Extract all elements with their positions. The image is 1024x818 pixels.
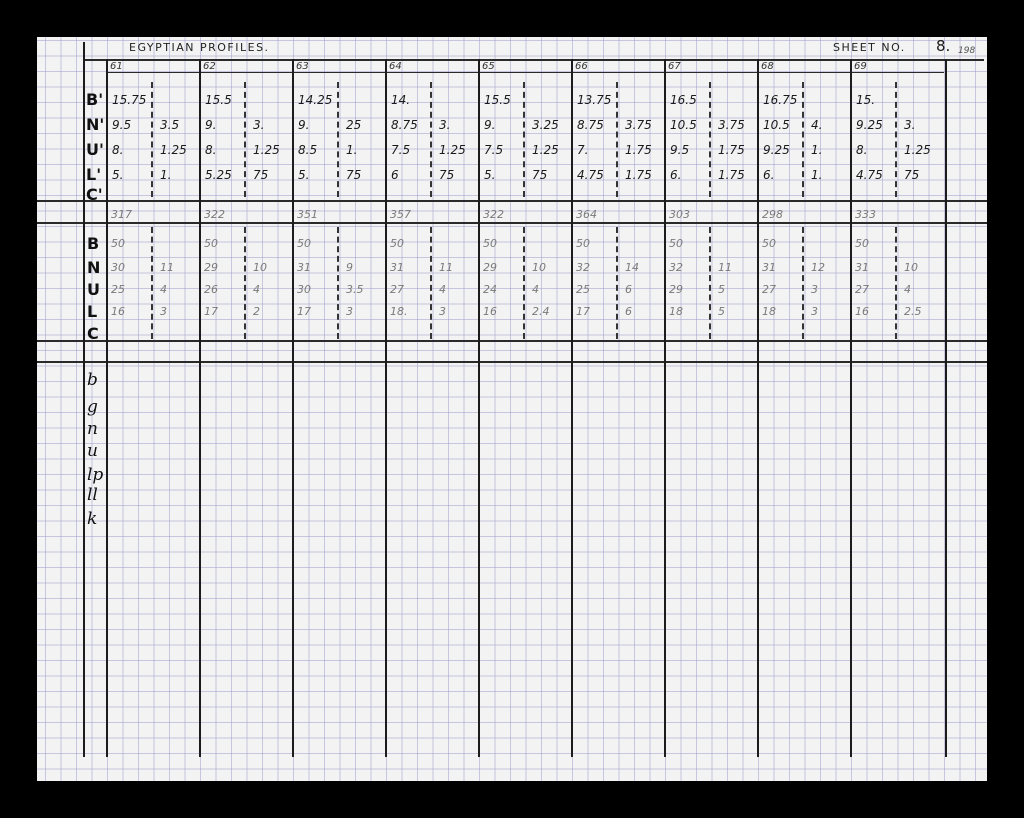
lower-cell: 29 — [483, 261, 497, 274]
lower-cell: 31 — [297, 261, 311, 274]
total-value: 357 — [390, 208, 411, 221]
upper-cell-sub: 1.25 — [904, 143, 931, 157]
lower-cell-sub: 4 — [253, 283, 260, 296]
bottom-block-rule — [37, 361, 987, 363]
upper-cell: 8.75 — [391, 118, 418, 132]
sheet-extra: 198 — [958, 46, 976, 56]
upper-cell-sub: 1. — [811, 168, 823, 182]
column-number: 64 — [389, 61, 402, 72]
upper-cell-sub: 25 — [346, 118, 362, 132]
upper-cell-sub: 1.25 — [439, 143, 466, 157]
upper-cell: 15.5 — [484, 93, 511, 107]
row-label-bottom: n — [87, 419, 98, 439]
lower-cell-sub: 12 — [811, 261, 825, 274]
upper-cell-sub: 3. — [253, 118, 265, 132]
lower-cell-sub: 4 — [904, 283, 911, 296]
lower-cell: 16 — [855, 305, 869, 318]
subcolumn-divider-upper — [337, 82, 339, 197]
lower-cell: 50 — [576, 237, 590, 250]
column-number-rule — [107, 72, 944, 73]
lower-cell: 50 — [483, 237, 497, 250]
sheet-title: EGYPTIAN PROFILES. — [129, 41, 270, 54]
row-label-bottom: g — [87, 397, 98, 417]
lower-cell: 18 — [762, 305, 776, 318]
column-number: 65 — [482, 61, 495, 72]
lower-cell: 50 — [297, 237, 311, 250]
upper-cell: 5.25 — [205, 168, 232, 182]
column-divider — [292, 59, 294, 757]
upper-cell: 8. — [112, 143, 124, 157]
row-label-upper: U' — [86, 140, 104, 159]
upper-cell: 9.5 — [112, 118, 132, 132]
total-value: 333 — [855, 208, 876, 221]
column-divider — [199, 59, 201, 757]
subcolumn-divider-lower — [895, 227, 897, 339]
upper-cell: 10.5 — [763, 118, 790, 132]
column-divider — [478, 59, 480, 757]
lower-cell-sub: 5 — [718, 283, 725, 296]
total-value: 317 — [111, 208, 132, 221]
header-rule — [84, 59, 984, 61]
subcolumn-divider-lower — [523, 227, 525, 339]
upper-cell-sub: 1.75 — [718, 168, 745, 182]
upper-cell: 15. — [856, 93, 876, 107]
lower-cell: 24 — [483, 283, 497, 296]
lower-cell: 32 — [669, 261, 683, 274]
lower-block-rule — [37, 340, 987, 342]
subcolumn-divider-lower — [151, 227, 153, 339]
sheet-number: 8. — [936, 37, 951, 55]
upper-cell-sub: 1.75 — [718, 143, 745, 157]
lower-cell: 50 — [762, 237, 776, 250]
lower-cell: 17 — [576, 305, 590, 318]
lower-cell: 17 — [297, 305, 311, 318]
upper-cell-sub: 3. — [439, 118, 451, 132]
lower-cell: 32 — [576, 261, 590, 274]
lower-cell: 16 — [483, 305, 497, 318]
column-number: 61 — [110, 61, 123, 72]
lower-cell: 50 — [390, 237, 404, 250]
upper-cell: 5. — [112, 168, 124, 182]
row-label-bottom: b — [87, 370, 98, 390]
lower-cell: 17 — [204, 305, 218, 318]
upper-cell-sub: 75 — [346, 168, 362, 182]
row-label-upper: C' — [86, 185, 103, 204]
upper-cell: 6. — [763, 168, 775, 182]
lower-cell-sub: 11 — [718, 261, 732, 274]
upper-cell-sub: 75 — [253, 168, 269, 182]
upper-cell: 6 — [391, 168, 399, 182]
lower-cell: 27 — [855, 283, 869, 296]
lower-cell-sub: 2.4 — [532, 305, 550, 318]
column-number: 66 — [575, 61, 588, 72]
lower-cell-sub: 14 — [625, 261, 639, 274]
upper-cell: 7.5 — [391, 143, 411, 157]
lower-cell: 16 — [111, 305, 125, 318]
column-number: 63 — [296, 61, 309, 72]
upper-cell: 9.25 — [856, 118, 883, 132]
total-value: 351 — [297, 208, 318, 221]
column-divider — [850, 59, 852, 757]
upper-cell: 16.5 — [670, 93, 697, 107]
column-number: 62 — [203, 61, 216, 72]
row-label-bottom: k — [87, 509, 98, 529]
lower-cell-sub: 3 — [160, 305, 167, 318]
total-value: 298 — [762, 208, 783, 221]
upper-cell-sub: 3.5 — [160, 118, 180, 132]
upper-cell: 8. — [205, 143, 217, 157]
lower-cell: 25 — [111, 283, 125, 296]
lower-cell: 27 — [390, 283, 404, 296]
upper-cell: 14. — [391, 93, 411, 107]
column-divider — [664, 59, 666, 757]
upper-block-rule — [37, 200, 987, 202]
lower-cell-sub: 2.5 — [904, 305, 922, 318]
subcolumn-divider-upper — [709, 82, 711, 197]
lower-cell: 50 — [204, 237, 218, 250]
upper-cell: 7. — [577, 143, 589, 157]
upper-cell: 6. — [670, 168, 682, 182]
label-column-line — [106, 59, 108, 757]
subcolumn-divider-lower — [244, 227, 246, 339]
right-border-line — [945, 59, 947, 757]
upper-cell-sub: 3. — [904, 118, 916, 132]
lower-cell-sub: 4 — [532, 283, 539, 296]
lower-cell: 18 — [669, 305, 683, 318]
record-sheet — [37, 37, 987, 781]
upper-cell: 13.75 — [577, 93, 612, 107]
total-value: 322 — [483, 208, 504, 221]
upper-cell: 8.5 — [298, 143, 318, 157]
lower-cell: 29 — [204, 261, 218, 274]
upper-cell-sub: 1. — [811, 143, 823, 157]
subcolumn-divider-upper — [802, 82, 804, 197]
total-value: 303 — [669, 208, 690, 221]
upper-cell: 4.75 — [577, 168, 604, 182]
subcolumn-divider-lower — [337, 227, 339, 339]
lower-cell-sub: 10 — [532, 261, 546, 274]
upper-cell: 5. — [298, 168, 310, 182]
sheet-number-label: SHEET NO. — [833, 41, 906, 54]
upper-cell-sub: 3.75 — [718, 118, 745, 132]
row-label-bottom: ll — [87, 485, 98, 505]
column-divider — [757, 59, 759, 757]
lower-cell-sub: 4 — [439, 283, 446, 296]
row-label-upper: B' — [86, 90, 104, 109]
column-number: 67 — [668, 61, 681, 72]
upper-cell-sub: 1.25 — [160, 143, 187, 157]
subcolumn-divider-lower — [802, 227, 804, 339]
lower-cell: 31 — [762, 261, 776, 274]
totals-rule — [37, 222, 987, 224]
row-label-lower: B — [87, 234, 100, 253]
lower-cell-sub: 3 — [439, 305, 446, 318]
lower-cell: 26 — [204, 283, 218, 296]
row-label-bottom: lp — [87, 465, 104, 485]
subcolumn-divider-upper — [244, 82, 246, 197]
row-label-upper: L' — [86, 165, 102, 184]
lower-cell-sub: 5 — [718, 305, 725, 318]
label-margin-line — [83, 42, 85, 757]
lower-cell-sub: 3 — [811, 283, 818, 296]
lower-cell-sub: 2 — [253, 305, 260, 318]
upper-cell-sub: 1.25 — [253, 143, 280, 157]
upper-cell: 7.5 — [484, 143, 504, 157]
lower-cell: 50 — [669, 237, 683, 250]
column-divider — [385, 59, 387, 757]
upper-cell-sub: 3.25 — [532, 118, 559, 132]
lower-cell: 25 — [576, 283, 590, 296]
lower-cell-sub: 6 — [625, 305, 632, 318]
lower-cell-sub: 10 — [904, 261, 918, 274]
upper-cell-sub: 1.75 — [625, 143, 652, 157]
subcolumn-divider-lower — [709, 227, 711, 339]
column-number: 69 — [854, 61, 867, 72]
lower-cell: 30 — [111, 261, 125, 274]
total-value: 322 — [204, 208, 225, 221]
lower-cell-sub: 3 — [811, 305, 818, 318]
upper-cell: 9. — [205, 118, 217, 132]
row-label-upper: N' — [86, 115, 105, 134]
lower-cell: 50 — [111, 237, 125, 250]
upper-cell: 16.75 — [763, 93, 798, 107]
upper-cell-sub: 1. — [346, 143, 358, 157]
upper-cell-sub: 4. — [811, 118, 823, 132]
subcolumn-divider-upper — [430, 82, 432, 197]
upper-cell-sub: 75 — [532, 168, 548, 182]
row-label-lower: N — [87, 258, 101, 277]
row-label-lower: C — [87, 324, 99, 343]
upper-cell-sub: 75 — [439, 168, 455, 182]
lower-cell: 29 — [669, 283, 683, 296]
upper-cell: 15.5 — [205, 93, 232, 107]
lower-cell-sub: 3.5 — [346, 283, 364, 296]
lower-cell: 27 — [762, 283, 776, 296]
lower-cell: 18. — [390, 305, 408, 318]
lower-cell: 30 — [297, 283, 311, 296]
upper-cell-sub: 3.75 — [625, 118, 652, 132]
lower-cell-sub: 3 — [346, 305, 353, 318]
upper-cell: 9.25 — [763, 143, 790, 157]
subcolumn-divider-upper — [151, 82, 153, 197]
lower-cell: 31 — [855, 261, 869, 274]
subcolumn-divider-lower — [616, 227, 618, 339]
upper-cell: 10.5 — [670, 118, 697, 132]
row-label-lower: U — [87, 280, 100, 299]
lower-cell-sub: 10 — [253, 261, 267, 274]
lower-cell-sub: 4 — [160, 283, 167, 296]
subcolumn-divider-lower — [430, 227, 432, 339]
upper-cell: 14.25 — [298, 93, 333, 107]
row-label-lower: L — [87, 302, 98, 321]
upper-cell: 4.75 — [856, 168, 883, 182]
upper-cell-sub: 1.75 — [625, 168, 652, 182]
column-divider — [571, 59, 573, 757]
row-label-bottom: u — [87, 441, 98, 461]
upper-cell-sub: 1. — [160, 168, 172, 182]
lower-cell: 50 — [855, 237, 869, 250]
upper-cell: 9. — [298, 118, 310, 132]
subcolumn-divider-upper — [523, 82, 525, 197]
upper-cell: 9. — [484, 118, 496, 132]
subcolumn-divider-upper — [895, 82, 897, 197]
lower-cell-sub: 11 — [439, 261, 453, 274]
upper-cell: 8.75 — [577, 118, 604, 132]
subcolumn-divider-upper — [616, 82, 618, 197]
lower-cell-sub: 11 — [160, 261, 174, 274]
lower-cell-sub: 9 — [346, 261, 353, 274]
upper-cell-sub: 75 — [904, 168, 920, 182]
upper-cell-sub: 1.25 — [532, 143, 559, 157]
column-number: 68 — [761, 61, 774, 72]
lower-cell-sub: 6 — [625, 283, 632, 296]
upper-cell: 15.75 — [112, 93, 147, 107]
total-value: 364 — [576, 208, 597, 221]
upper-cell: 8. — [856, 143, 868, 157]
upper-cell: 9.5 — [670, 143, 690, 157]
upper-cell: 5. — [484, 168, 496, 182]
lower-cell: 31 — [390, 261, 404, 274]
